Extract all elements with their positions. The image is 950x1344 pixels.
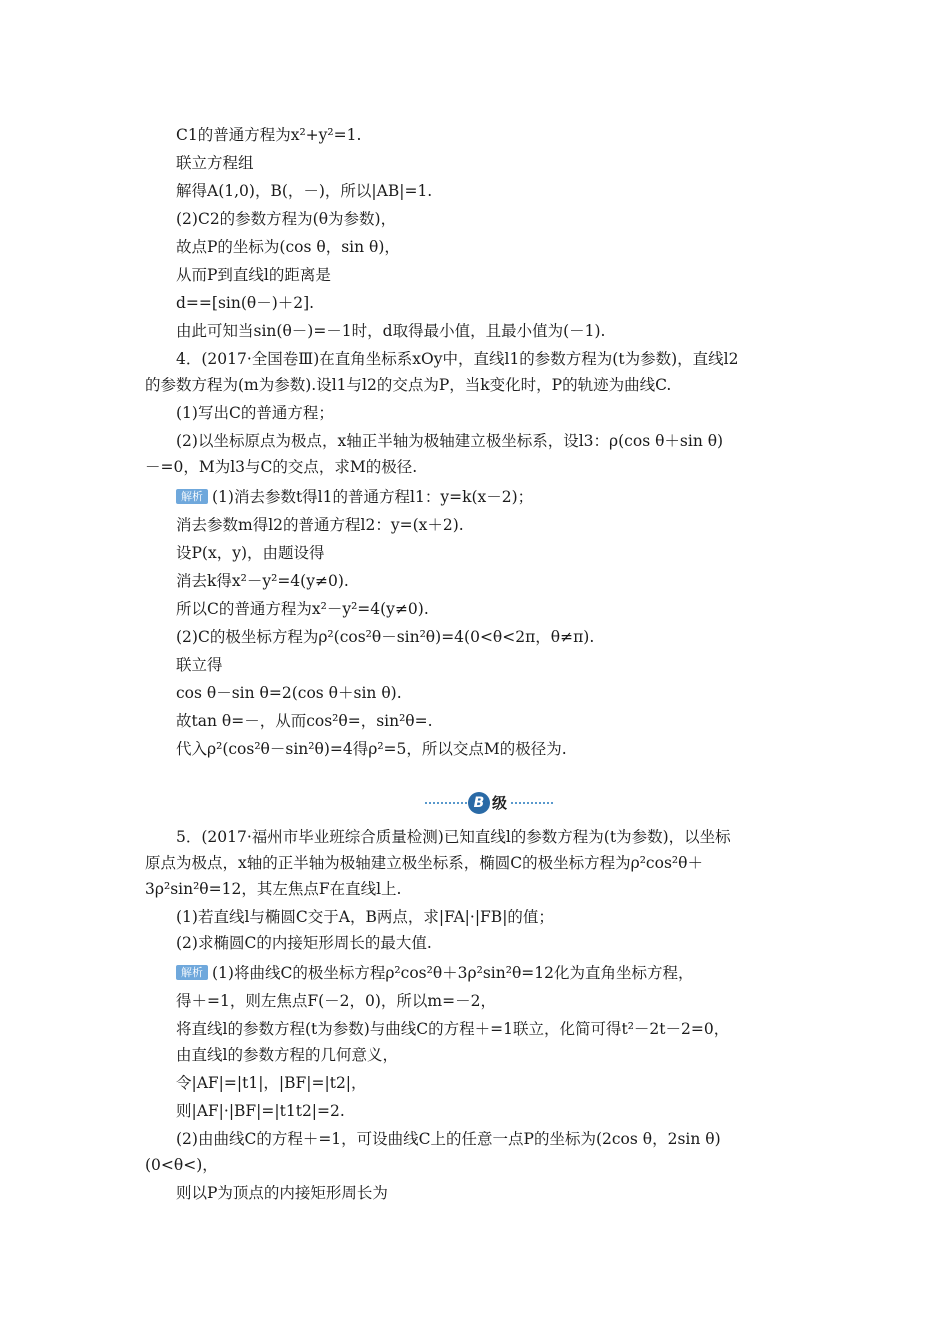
problem-4-line: 4．(2017·全国卷Ⅲ)在直角坐标系xOy中，直线l1的参数方程为(t为参数)，直线l2 <box>176 350 739 368</box>
text-line: 代入ρ²(cos²θ－sin²θ)=4得ρ²=5，所以交点M的极径为. <box>176 740 567 758</box>
solution-tag: 解析 <box>176 965 208 980</box>
text-line: d==[sin(θ－)＋2]. <box>176 294 315 312</box>
divider-dots-right <box>510 802 554 804</box>
text-line: 由直线l的参数方程的几何意义， <box>176 1046 398 1064</box>
divider-dots-left <box>424 802 468 804</box>
text-line: 从而P到直线l的距离是 <box>176 266 331 284</box>
text-line: 则|AF|·|BF|=|t1t2|=2. <box>176 1102 345 1120</box>
section-letter-badge: B <box>468 792 490 814</box>
solution-line: 解析 (1)消去参数t得l1的普通方程l1：y=k(x－2)； <box>176 486 533 508</box>
text-line: 设P(x，y)，由题设得 <box>176 544 325 562</box>
text-line: 则以P为顶点的内接矩形周长为 <box>176 1184 388 1202</box>
problem-5-line: 5．(2017·福州市毕业班综合质量检测)已知直线l的参数方程为(t为参数)，以坐标 <box>176 828 731 846</box>
text-line: (1)写出C的普通方程； <box>176 404 334 422</box>
text-line: (2)求椭圆C的内接矩形周长的最大值. <box>176 934 432 952</box>
text-line: 将直线l的参数方程(t为参数)与曲线C的方程＋=1联立，化简可得t²－2t－2=0， <box>176 1020 730 1038</box>
problem-5-line: 原点为极点，x轴的正半轴为极轴建立极坐标系，椭圆C的极坐标方程为ρ²cos²θ＋ <box>145 854 703 872</box>
text-line: (2)由曲线C的方程＋=1，可设曲线C上的任意一点P的坐标为(2cos θ，2sin θ) <box>176 1130 721 1148</box>
solution-line: 解析 (1)将曲线C的极坐标方程ρ²cos²θ＋3ρ²sin²θ=12化为直角坐标方程， <box>176 962 694 984</box>
text-line: 故点P的坐标为(cos θ，sin θ)， <box>176 238 400 256</box>
text-line: 消去参数m得l2的普通方程l2：y=(x＋2). <box>176 516 464 534</box>
text-line: 联立得 <box>176 656 223 674</box>
text-line: C1的普通方程为x²+y²=1. <box>176 126 362 144</box>
text-line: 得＋=1，则左焦点F(－2，0)，所以m=－2， <box>176 992 496 1010</box>
text-line: 解得A(1,0)，B(，－)，所以|AB|=1. <box>176 182 433 200</box>
section-divider <box>410 792 550 814</box>
text-line: －=0，M为l3与C的交点，求M的极径. <box>145 458 418 476</box>
text-line: (2)C的极坐标方程为ρ²(cos²θ－sin²θ)=4(0<θ<2π，θ≠π). <box>176 628 595 646</box>
problem-4-line: 的参数方程为(m为参数).设l1与l2的交点为P，当k变化时，P的轨迹为曲线C. <box>145 376 672 394</box>
problem-5-line: 3ρ²sin²θ=12，其左焦点F在直线l上. <box>145 880 402 898</box>
text-line: 令|AF|=|t1|，|BF|=|t2|， <box>176 1074 367 1092</box>
text-line: 联立方程组 <box>176 154 254 172</box>
solution-tag: 解析 <box>176 489 208 504</box>
text-line: (0<θ<)， <box>145 1156 218 1174</box>
text-line: (2)以坐标原点为极点，x轴正半轴为极轴建立极坐标系，设l3：ρ(cos θ＋sin θ) <box>176 432 724 450</box>
text-line: 消去k得x²－y²=4(y≠0). <box>176 572 349 590</box>
text-line: 由此可知当sin(θ－)=－1时，d取得最小值，且最小值为(－1). <box>176 322 606 340</box>
text-line: (2)C2的参数方程为(θ为参数)， <box>176 210 397 228</box>
text-line: cos θ－sin θ=2(cos θ＋sin θ). <box>176 684 402 702</box>
text-line: 所以C的普通方程为x²－y²=4(y≠0). <box>176 600 429 618</box>
section-label: 级 <box>492 794 508 812</box>
text-line: (1)若直线l与椭圆C交于A，B两点，求|FA|·|FB|的值； <box>176 908 554 926</box>
text-line: 故tan θ=－，从而cos²θ=，sin²θ=. <box>176 712 433 730</box>
